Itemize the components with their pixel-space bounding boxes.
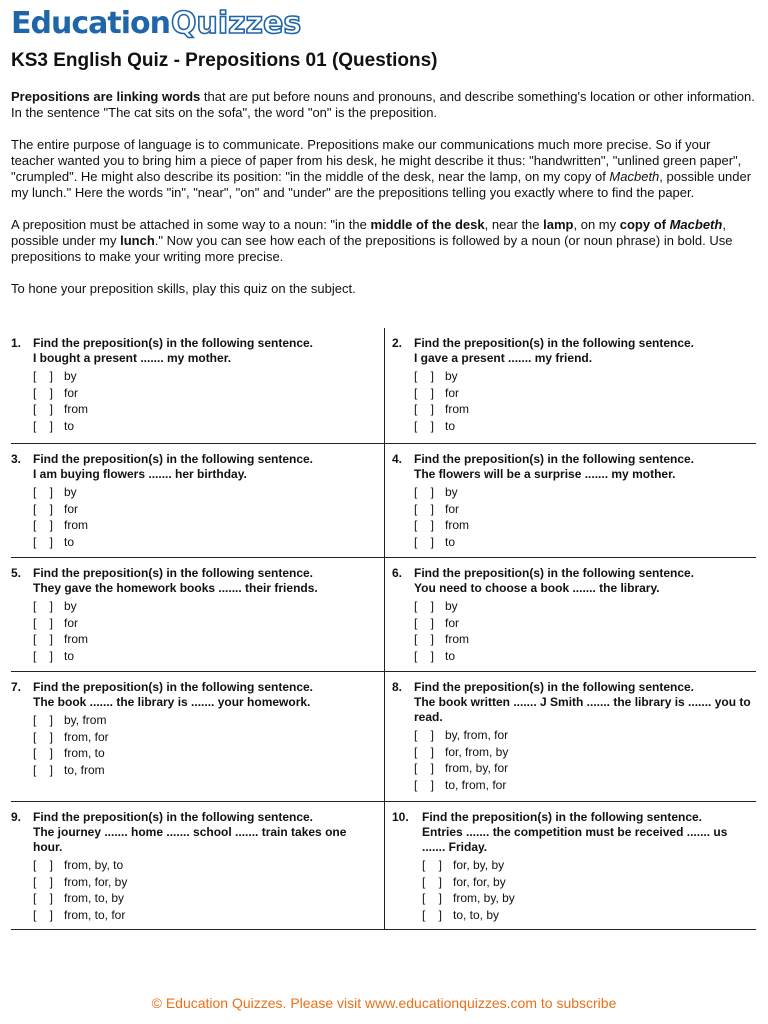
answer-option-label: to bbox=[64, 648, 75, 663]
question-row bbox=[11, 558, 756, 672]
intro-p2-a: The entire purpose of language is to communicate. Prepositions make our communications much more precise. So if your teacher wanted you to bring him a piece of paper from his desk, he might describe it thus: "handwritten", "unlined green paper", "crumpled". He might also describe its position: "in the middle of the desk, near the lamp, on my copy of bbox=[11, 137, 742, 184]
answer-options bbox=[11, 484, 371, 550]
answer-option[interactable] bbox=[392, 484, 752, 501]
answer-option-label: for bbox=[445, 615, 460, 630]
answer-option-label: for bbox=[64, 385, 79, 400]
question-prompt: Find the preposition(s) in the following sentence. bbox=[33, 810, 314, 824]
question-1 bbox=[11, 336, 371, 434]
question-text bbox=[414, 680, 752, 725]
intro-p3-f: ." Now you can see how each of the prepositions is followed by a noun (or noun phrase) in bold. Use prepositions to make your writing more precise. bbox=[11, 233, 733, 264]
question-sentence: I gave a present ....... my friend. bbox=[414, 351, 593, 365]
question-number: 9. bbox=[11, 810, 22, 824]
answer-option-label: to bbox=[445, 648, 456, 663]
answer-checkbox[interactable]: [ ] bbox=[33, 615, 54, 630]
answer-checkbox[interactable]: [ ] bbox=[422, 874, 443, 889]
education-quizzes-logo bbox=[11, 2, 301, 44]
answer-options bbox=[392, 857, 752, 923]
answer-option-label: to bbox=[445, 418, 456, 433]
answer-option-label: for, from, by bbox=[445, 744, 509, 759]
answer-checkbox[interactable]: [ ] bbox=[414, 744, 435, 759]
intro-p3-d: , on my bbox=[573, 217, 620, 232]
question-prompt: Find the preposition(s) in the following sentence. bbox=[414, 566, 695, 580]
question-prompt: Find the preposition(s) in the following sentence. bbox=[33, 680, 314, 694]
question-number: 10. bbox=[392, 810, 409, 824]
answer-options bbox=[392, 598, 752, 664]
answer-option-label: by, from bbox=[64, 713, 107, 727]
intro-bold-lead: Prepositions are linking words bbox=[11, 89, 201, 104]
answer-option-label: by bbox=[445, 599, 458, 613]
footer-copyright: © Education Quizzes. Please visit www.educationquizzes.com to subscribe bbox=[151, 995, 617, 1011]
answer-option-label: to, from, for bbox=[445, 777, 507, 792]
answer-option[interactable] bbox=[392, 857, 752, 874]
question-sentence: Entries ....... the competition must be received ....... us ....... Friday. bbox=[422, 825, 728, 854]
answer-checkbox[interactable]: [ ] bbox=[33, 402, 54, 416]
question-text bbox=[33, 336, 371, 366]
question-8 bbox=[392, 680, 752, 793]
answer-checkbox[interactable]: [ ] bbox=[33, 713, 54, 727]
answer-options bbox=[392, 484, 752, 550]
answer-options bbox=[11, 368, 371, 434]
answer-option-label: from bbox=[64, 518, 88, 532]
question-10 bbox=[392, 810, 752, 923]
question-number: 8. bbox=[392, 680, 403, 694]
answer-option[interactable] bbox=[392, 744, 752, 761]
question-sentence: I am buying flowers ....... her birthday. bbox=[33, 467, 247, 481]
answer-option[interactable] bbox=[392, 401, 752, 418]
answer-option-label: from bbox=[445, 518, 469, 532]
answer-checkbox[interactable]: [ ] bbox=[33, 632, 54, 646]
question-9 bbox=[11, 810, 371, 923]
question-sentence: The journey ....... home ....... school ....... train takes one hour. bbox=[33, 825, 347, 854]
answer-option-label: to bbox=[64, 534, 75, 549]
answer-option[interactable] bbox=[392, 615, 752, 632]
answer-option-label: from, by, by bbox=[453, 891, 515, 905]
answer-option-label: from bbox=[445, 632, 469, 646]
answer-option-label: by bbox=[64, 599, 77, 613]
question-sentence: They gave the homework books ....... their friends. bbox=[33, 581, 318, 595]
answer-option-label: from, to, by bbox=[64, 891, 125, 905]
answer-option[interactable] bbox=[11, 874, 371, 891]
answer-option-label: from, by, for bbox=[445, 761, 509, 775]
answer-option-label: for, by, by bbox=[453, 858, 505, 872]
answer-checkbox[interactable]: [ ] bbox=[414, 615, 435, 630]
question-7 bbox=[11, 680, 371, 778]
answer-option-label: by bbox=[445, 369, 458, 383]
question-text bbox=[414, 452, 752, 482]
question-text bbox=[33, 810, 371, 855]
intro-p1-rest: that are put before nouns and pronouns, and describe something's location or other information. In the sentence "The cat sits on the sofa", the word "on" is the preposition. bbox=[11, 89, 755, 120]
answer-checkbox[interactable]: [ ] bbox=[33, 648, 54, 663]
answer-option-label: from bbox=[64, 402, 88, 416]
answer-checkbox[interactable]: [ ] bbox=[33, 746, 54, 760]
question-header bbox=[11, 680, 371, 710]
answer-checkbox[interactable]: [ ] bbox=[33, 907, 54, 922]
question-text bbox=[33, 452, 371, 482]
answer-option-label: by bbox=[64, 369, 77, 383]
question-number: 1. bbox=[11, 336, 22, 350]
answer-checkbox[interactable]: [ ] bbox=[422, 907, 443, 922]
answer-checkbox[interactable]: [ ] bbox=[414, 485, 435, 499]
answer-option-label: to bbox=[64, 418, 75, 433]
intro-p3-bold-1: middle of the desk bbox=[370, 217, 485, 232]
question-number: 7. bbox=[11, 680, 22, 694]
answer-option[interactable] bbox=[11, 418, 371, 435]
question-header bbox=[392, 336, 752, 366]
answer-option[interactable] bbox=[392, 501, 752, 518]
question-sentence: The flowers will be a surprise ....... my mother. bbox=[414, 467, 676, 481]
question-row bbox=[11, 672, 756, 802]
answer-option[interactable] bbox=[11, 857, 371, 874]
question-prompt: Find the preposition(s) in the following sentence. bbox=[414, 452, 695, 466]
answer-options bbox=[11, 712, 371, 778]
question-header bbox=[11, 810, 371, 855]
question-6 bbox=[392, 566, 752, 664]
answer-checkbox[interactable]: [ ] bbox=[33, 762, 54, 777]
answer-option[interactable] bbox=[392, 598, 752, 615]
question-5 bbox=[11, 566, 371, 664]
answer-option[interactable] bbox=[11, 890, 371, 907]
question-header bbox=[392, 680, 752, 725]
question-header bbox=[392, 810, 752, 855]
question-number: 6. bbox=[392, 566, 403, 580]
question-header bbox=[11, 336, 371, 366]
answer-option-label: from, to bbox=[64, 746, 105, 760]
answer-option[interactable] bbox=[11, 534, 371, 551]
answer-checkbox[interactable]: [ ] bbox=[414, 402, 435, 416]
answer-options bbox=[11, 857, 371, 923]
question-number: 2. bbox=[392, 336, 403, 350]
answer-option[interactable] bbox=[11, 598, 371, 615]
answer-option-label: for bbox=[445, 385, 460, 400]
answer-option-label: from, for, by bbox=[64, 874, 128, 889]
intro-p3-a: A preposition must be attached in some way to a noun: "in the bbox=[11, 217, 371, 232]
answer-checkbox[interactable]: [ ] bbox=[33, 874, 54, 889]
answer-option[interactable] bbox=[392, 760, 752, 777]
answer-option[interactable] bbox=[392, 874, 752, 891]
question-prompt: Find the preposition(s) in the following sentence. bbox=[414, 336, 695, 350]
question-header bbox=[392, 452, 752, 482]
intro-p3-bold-3: copy of bbox=[619, 217, 666, 232]
question-prompt: Find the preposition(s) in the following sentence. bbox=[33, 452, 314, 466]
intro-p2-b: , possible under my lunch." Here the words "in", "near", "on" and "under" are the prepositions telling you exactly where to find the paper. bbox=[11, 169, 752, 200]
answer-option-label: from bbox=[64, 632, 88, 646]
intro-p3-c: , near the bbox=[484, 217, 544, 232]
intro-p3-bold-2: lamp bbox=[543, 217, 574, 232]
answer-checkbox[interactable]: [ ] bbox=[422, 858, 443, 872]
question-text bbox=[414, 566, 752, 596]
answer-checkbox[interactable]: [ ] bbox=[414, 599, 435, 613]
answer-option[interactable] bbox=[11, 907, 371, 924]
answer-checkbox[interactable]: [ ] bbox=[422, 891, 443, 905]
answer-checkbox[interactable]: [ ] bbox=[33, 385, 54, 400]
question-2 bbox=[392, 336, 752, 434]
question-number: 3. bbox=[11, 452, 22, 466]
question-row bbox=[11, 444, 756, 558]
answer-checkbox[interactable]: [ ] bbox=[414, 632, 435, 646]
answer-checkbox[interactable]: [ ] bbox=[33, 729, 54, 744]
answer-option-label: by bbox=[445, 485, 458, 499]
answer-option-label: for bbox=[64, 501, 79, 516]
answer-options bbox=[392, 727, 752, 793]
answer-option[interactable] bbox=[392, 534, 752, 551]
intro-paragraph-4: To hone your preposition skills, play this quiz on the subject. bbox=[11, 281, 356, 296]
answer-option[interactable] bbox=[11, 517, 371, 534]
question-row bbox=[11, 328, 756, 444]
answer-option[interactable] bbox=[11, 368, 371, 385]
answer-checkbox[interactable]: [ ] bbox=[414, 648, 435, 663]
answer-option-label: to, from bbox=[64, 762, 105, 777]
logo-part-education: Education bbox=[11, 5, 170, 41]
answer-options bbox=[11, 598, 371, 664]
answer-checkbox[interactable]: [ ] bbox=[414, 369, 435, 383]
answer-option[interactable] bbox=[11, 745, 371, 762]
answer-option[interactable] bbox=[11, 501, 371, 518]
question-sentence: You need to choose a book ....... the library. bbox=[414, 581, 660, 595]
answer-options bbox=[392, 368, 752, 434]
answer-option-label: from, for bbox=[64, 729, 109, 744]
answer-checkbox[interactable]: [ ] bbox=[414, 418, 435, 433]
answer-checkbox[interactable]: [ ] bbox=[33, 501, 54, 516]
question-text bbox=[422, 810, 752, 855]
answer-option[interactable] bbox=[392, 777, 752, 794]
answer-checkbox[interactable]: [ ] bbox=[33, 518, 54, 532]
answer-option-label: to bbox=[445, 534, 456, 549]
question-4 bbox=[392, 452, 752, 550]
answer-option[interactable] bbox=[11, 631, 371, 648]
answer-checkbox[interactable]: [ ] bbox=[414, 501, 435, 516]
answer-option-label: for bbox=[445, 501, 460, 516]
answer-option[interactable] bbox=[11, 484, 371, 501]
intro-p3-e: , possible under my bbox=[11, 217, 726, 248]
question-grid bbox=[11, 328, 756, 930]
answer-option[interactable] bbox=[392, 727, 752, 744]
question-3 bbox=[11, 452, 371, 550]
answer-option[interactable] bbox=[392, 890, 752, 907]
question-text bbox=[414, 336, 752, 366]
answer-option[interactable] bbox=[11, 729, 371, 746]
question-sentence: The book written ....... J Smith ....... the library is ....... you to read. bbox=[414, 695, 751, 724]
answer-checkbox[interactable]: [ ] bbox=[414, 777, 435, 792]
answer-option[interactable] bbox=[392, 648, 752, 665]
intro-paragraph-2 bbox=[11, 137, 755, 201]
answer-option-label: from bbox=[445, 402, 469, 416]
question-prompt: Find the preposition(s) in the following sentence. bbox=[422, 810, 703, 824]
intro-paragraph-1 bbox=[11, 89, 755, 121]
answer-checkbox[interactable]: [ ] bbox=[33, 858, 54, 872]
intro-p3-bold-4: lunch bbox=[120, 233, 155, 248]
answer-checkbox[interactable]: [ ] bbox=[33, 418, 54, 433]
intro-p3-bold-italic: Macbeth bbox=[669, 217, 723, 232]
intro-paragraph-3 bbox=[11, 217, 755, 265]
question-prompt: Find the preposition(s) in the following sentence. bbox=[33, 336, 314, 350]
question-header bbox=[11, 566, 371, 596]
page-title: KS3 English Quiz - Prepositions 01 (Questions) bbox=[11, 50, 438, 71]
question-prompt: Find the preposition(s) in the following sentence. bbox=[33, 566, 314, 580]
answer-option[interactable] bbox=[11, 712, 371, 729]
question-header bbox=[11, 452, 371, 482]
intro-text bbox=[11, 89, 755, 313]
answer-option[interactable] bbox=[11, 648, 371, 665]
answer-checkbox[interactable]: [ ] bbox=[33, 891, 54, 905]
question-text bbox=[33, 680, 371, 710]
answer-option[interactable] bbox=[392, 368, 752, 385]
answer-option-label: for bbox=[64, 615, 79, 630]
question-sentence: The book ....... the library is ....... your homework. bbox=[33, 695, 311, 709]
question-number: 5. bbox=[11, 566, 22, 580]
answer-checkbox[interactable]: [ ] bbox=[414, 728, 435, 742]
answer-option-label: from, to, for bbox=[64, 907, 126, 922]
answer-option[interactable] bbox=[392, 385, 752, 402]
question-row bbox=[11, 802, 756, 930]
answer-option[interactable] bbox=[392, 907, 752, 924]
answer-option[interactable] bbox=[11, 401, 371, 418]
question-number: 4. bbox=[392, 452, 403, 466]
answer-option[interactable] bbox=[392, 418, 752, 435]
intro-p2-italic: Macbeth bbox=[609, 169, 660, 184]
answer-checkbox[interactable]: [ ] bbox=[414, 534, 435, 549]
question-prompt: Find the preposition(s) in the following sentence. bbox=[414, 680, 695, 694]
question-text bbox=[33, 566, 371, 596]
answer-checkbox[interactable]: [ ] bbox=[414, 518, 435, 532]
answer-option-label: for, for, by bbox=[453, 874, 506, 889]
answer-option-label: from, by, to bbox=[64, 858, 124, 872]
answer-checkbox[interactable]: [ ] bbox=[414, 761, 435, 775]
answer-option[interactable] bbox=[392, 517, 752, 534]
answer-checkbox[interactable]: [ ] bbox=[33, 369, 54, 383]
answer-checkbox[interactable]: [ ] bbox=[33, 599, 54, 613]
answer-option[interactable] bbox=[11, 385, 371, 402]
answer-option[interactable] bbox=[11, 615, 371, 632]
answer-checkbox[interactable]: [ ] bbox=[33, 534, 54, 549]
logo-part-quizzes: Quizzes bbox=[170, 5, 302, 41]
answer-checkbox[interactable]: [ ] bbox=[33, 485, 54, 499]
question-sentence: I bought a present ....... my mother. bbox=[33, 351, 232, 365]
answer-option-label: by bbox=[64, 485, 77, 499]
question-header bbox=[392, 566, 752, 596]
answer-option[interactable] bbox=[392, 631, 752, 648]
answer-option[interactable] bbox=[11, 762, 371, 779]
answer-checkbox[interactable]: [ ] bbox=[414, 385, 435, 400]
answer-option-label: by, from, for bbox=[445, 728, 509, 742]
answer-option-label: to, to, by bbox=[453, 907, 500, 922]
